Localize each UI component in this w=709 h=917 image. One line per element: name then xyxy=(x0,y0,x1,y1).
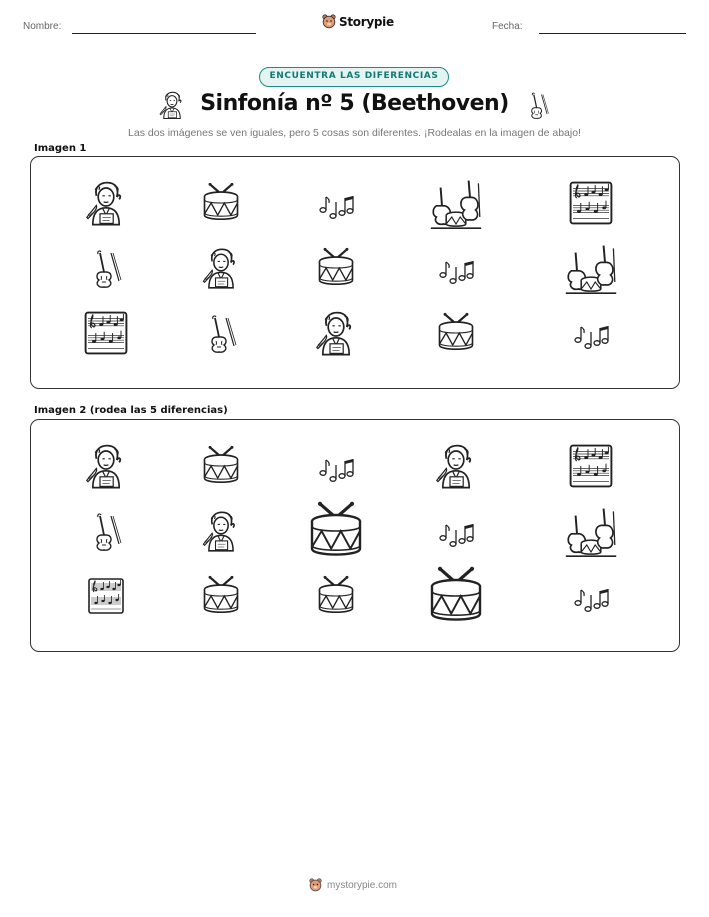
activity-badge: ENCUENTRA LAS DIFERENCIAS xyxy=(259,67,449,87)
name-label: Nombre: xyxy=(23,21,62,32)
violin-icon xyxy=(186,302,256,364)
sheet-music-icon xyxy=(556,172,626,234)
drum-icon[interactable] xyxy=(186,565,256,627)
drum-icon xyxy=(186,172,256,234)
name-field[interactable] xyxy=(72,33,256,34)
music-notes-icon xyxy=(301,172,371,234)
instructions: Las dos imágenes se ven iguales, pero 5 cosas son diferentes. ¡Rodealas en la imagen de abajo! xyxy=(128,127,581,139)
page-title: Sinfonía nº 5 (Beethoven) xyxy=(200,91,509,116)
beethoven-icon[interactable] xyxy=(421,435,491,497)
music-notes-icon[interactable] xyxy=(301,435,371,497)
date-field[interactable] xyxy=(539,33,686,34)
logo-text: Storypie xyxy=(339,14,394,29)
music-notes-icon xyxy=(556,302,626,364)
beethoven-icon xyxy=(301,302,371,364)
beethoven-icon xyxy=(186,237,256,299)
music-notes-icon xyxy=(421,237,491,299)
violin-icon xyxy=(71,237,141,299)
orchestra-icon xyxy=(421,172,491,234)
date-label: Fecha: xyxy=(492,21,523,32)
beethoven-icon xyxy=(71,172,141,234)
footer xyxy=(309,878,397,892)
drum-icon[interactable] xyxy=(421,565,491,627)
drum-icon[interactable] xyxy=(301,565,371,627)
beethoven-icon[interactable] xyxy=(71,435,141,497)
footer-url[interactable]: mystorypie.com xyxy=(327,879,398,891)
sheet-music-icon xyxy=(71,302,141,364)
bear-icon xyxy=(309,878,322,892)
violin-icon[interactable] xyxy=(71,500,141,562)
orchestra-icon xyxy=(556,237,626,299)
violin-icon xyxy=(524,90,552,124)
sheet-music-icon[interactable] xyxy=(71,565,141,627)
section-1-label: Imagen 1 xyxy=(34,143,87,154)
drum-icon xyxy=(421,302,491,364)
bear-icon xyxy=(322,14,336,29)
music-notes-icon[interactable] xyxy=(421,500,491,562)
image-1-panel xyxy=(30,156,680,389)
music-notes-icon[interactable] xyxy=(556,565,626,627)
sheet-music-icon[interactable] xyxy=(556,435,626,497)
orchestra-icon[interactable] xyxy=(556,500,626,562)
image-2-panel[interactable] xyxy=(30,419,680,652)
storypie-logo xyxy=(322,14,394,29)
beethoven-icon[interactable] xyxy=(186,500,256,562)
drum-icon xyxy=(301,237,371,299)
section-2-label: Imagen 2 (rodea las 5 diferencias) xyxy=(34,405,228,416)
drum-icon[interactable] xyxy=(301,500,371,562)
drum-icon[interactable] xyxy=(186,435,256,497)
